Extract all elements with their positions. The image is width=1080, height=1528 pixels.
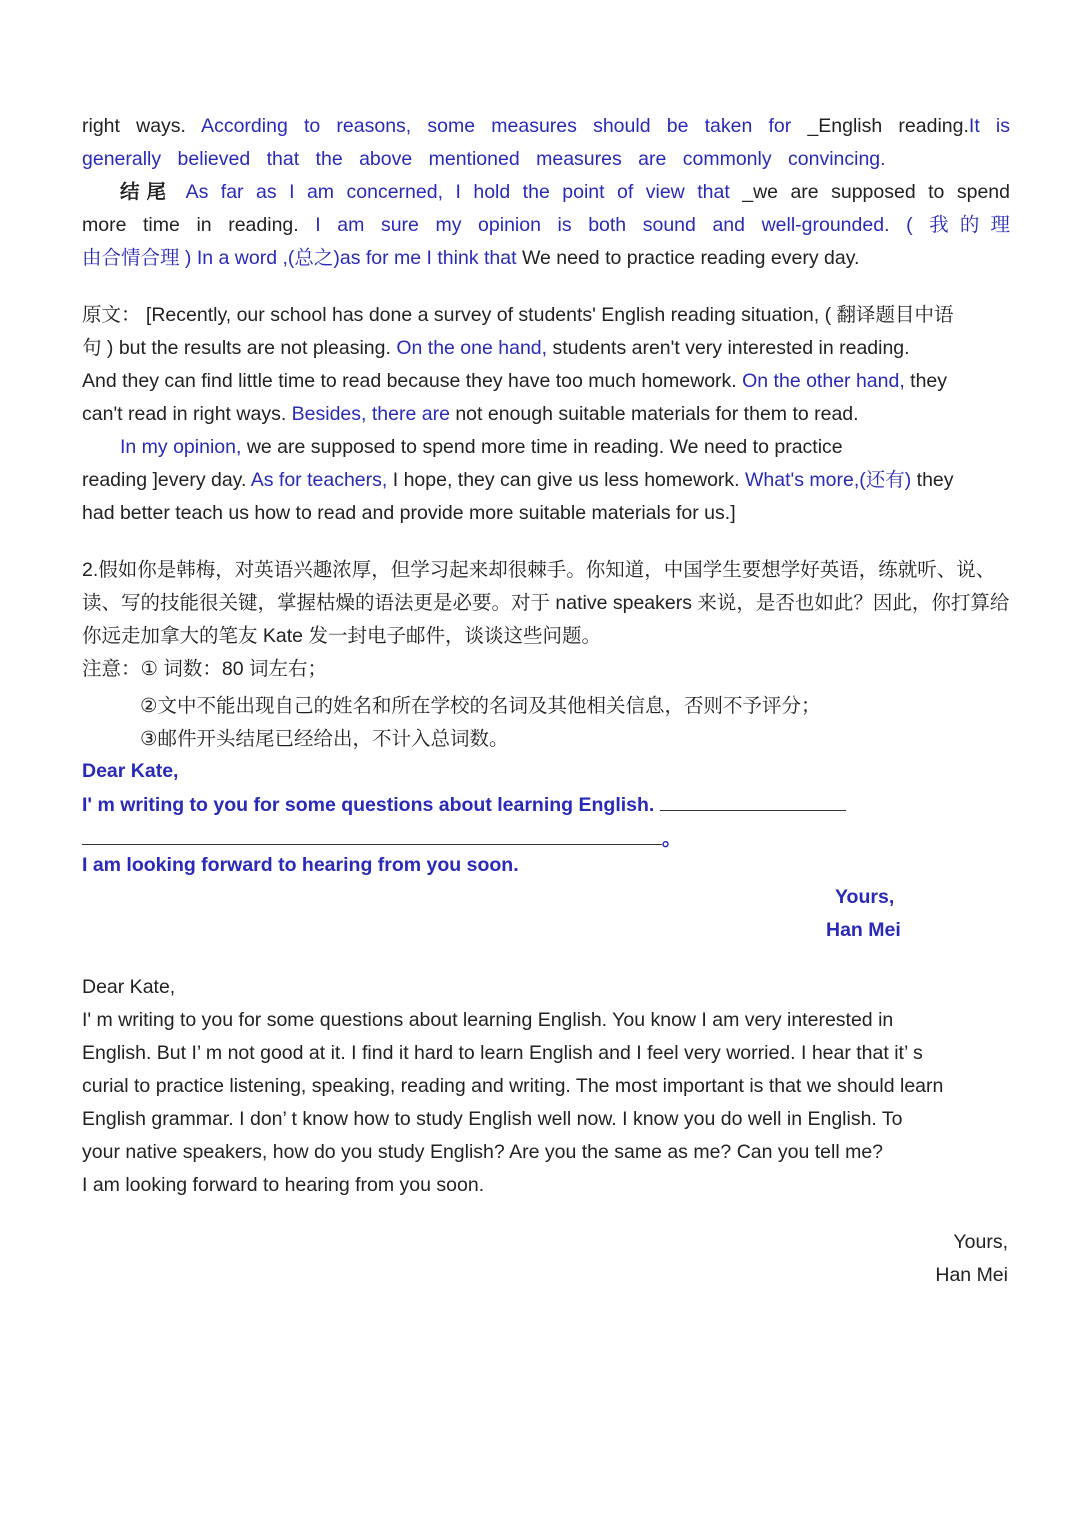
answer-sign-name: Han Mei [935,1264,1008,1286]
text-line: 读、写的技能很关键，掌握枯燥的语法更是必要。对于 native speakers 来说，是否也如此？因此，你打算给 [82,592,1010,614]
text-line: right ways. According to reasons, some measures should be taken for _English reading.It is [82,115,1011,137]
section-label: 结尾 [120,181,174,203]
task-prompt-block [82,554,1010,686]
text-line: I' m writing to you for some questions about learning English. You know I am very interested in [82,1009,894,1031]
text-line: more time in reading. I am sure my opinion is both sound and well-grounded. ( 我的理 [82,214,1010,236]
text-line: In my opinion, we are supposed to spend more time in reading. We need to practice [120,436,843,458]
original-text-block [82,299,1010,530]
text-line: 2.假如你是韩梅，对英语兴趣浓厚，但学习起来却很棘手。你知道，中国学生要想学好英语，练就听、说、 [82,559,996,581]
template-sign-name: Han Mei [826,919,901,941]
text-line: can't read in right ways. Besides, there are not enough suitable materials for them to read. [82,403,859,425]
answer-sign-yours: Yours, [953,1231,1008,1253]
template-greeting: Dear Kate, [82,760,179,782]
text-line: And they can find little time to read because they have too much homework. On the other hand, they [82,370,948,392]
text-line: your native speakers, how do you study English? Are you the same as me? Can you tell me? [82,1141,884,1163]
text-line: had better teach us how to read and provide more suitable materials for us.] [82,502,736,524]
answer-blank-line [82,822,662,845]
template-blank-line: 。 [82,822,1010,849]
task-notes-block [82,690,1010,756]
text-line: 句 ) but the results are not pleasing. On the one hand, students aren't very interested in reading. [82,337,910,359]
essay-conclusion-block [82,110,1010,275]
text-line: 原文： [Recently, our school has done a survey of students' English reading situation, ( 翻译题目中语 [82,304,954,326]
answer-closing: I am looking forward to hearing from you soon. [82,1174,485,1196]
text-line: 由合情合理 ) In a word ,(总之)as for me I think that We need to practice reading every day. [82,247,860,269]
text-line: English grammar. I don’ t know how to study English well now. I know you do well in English. To [82,1108,903,1130]
text-line: reading ]every day. As for teachers, I hope, they can give us less homework. What's more,(还有) they [82,469,954,491]
text-line: 你远走加拿大的笔友 Kate 发一封电子邮件，谈谈这些问题。 [82,625,601,647]
template-sign-yours: Yours, [835,886,895,908]
answer-greeting: Dear Kate, [82,976,176,998]
text-line: generally believed that the above mentioned measures are commonly convincing. [82,148,886,170]
sample-answer-block [82,971,1010,1202]
text-line: curial to practice listening, speaking, reading and writing. The most important is that we should learn [82,1075,944,1097]
note-line: ②文中不能出现自己的姓名和所在学校的名词及其他相关信息，否则不予评分； [140,695,821,717]
note-line: ③邮件开头结尾已经给出，不计入总词数。 [140,728,509,750]
answer-blank-line [660,788,846,811]
email-template-block [82,755,1010,882]
template-opening: I' m writing to you for some questions about learning English. [82,788,1010,822]
template-closing: I am looking forward to hearing from you soon. [82,854,519,876]
text-line: 结尾 As far as I am concerned, I hold the point of view that _we are supposed to spend [120,181,1011,203]
note-line: 注意：① 词数：80 词左右； [82,658,328,680]
text-line: English. But I’ m not good at it. I find it hard to learn English and I feel very worried. I hear that it’ s [82,1042,923,1064]
